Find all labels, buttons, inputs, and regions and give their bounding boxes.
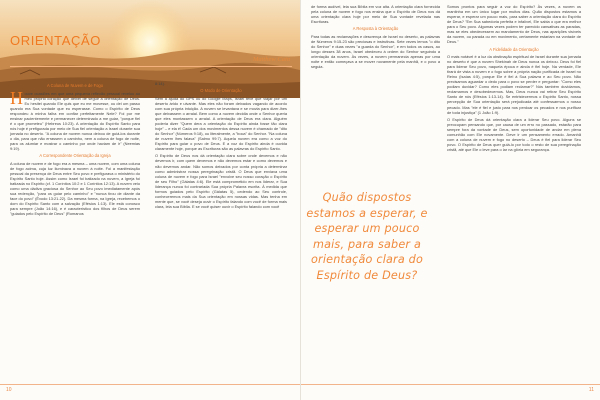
paragraph: Somos prontos para seguir a voz do Espírito? Às vezes, a nuvem os mantinha em um único lugar por muitos dias. Quão dispostos estamos a esperar, e esperar um pouco mais, para saber a orientação clara do Espírito de Deus? "Em Sua sabedoria perfeita e infalível, Ele sabia o que era melhor para o Seu povo. Algumas vezes podem ter parecido cansativas as paradas, mas se eles obedecessem ao mandamento de Deus, nas aparições visíveis da nuvem, ou parada ou em movimento, certamente estariam na vontade de Deus." bbox=[447, 4, 581, 45]
article-author: Matthew Cain bbox=[252, 56, 290, 63]
right-page bbox=[300, 0, 600, 400]
paragraph bbox=[10, 87, 140, 152]
page-number: 10 bbox=[6, 387, 12, 393]
title-rule bbox=[10, 66, 292, 67]
section-heading-cloud-fire: A Coluna de Nuvem e de Fogo bbox=[47, 83, 103, 88]
paragraph: O Espírito de Deus nos dá orientação clara sobre onde devemos e não devemos ir, com quem devemos e não devemos estar e como devemos e não devemos andar. Não somos deixados por conta própria a determinar como administrar nossa peregrinação cristã. O Deus que enviava uma coluna de nuvem e fogo para Israel "envolve seu nosso coração o Espírito de seu Filho" (Gálatas 4:6). Ele está comprometido em nos liderar, e Sua liderança nunca foi contrariada Sua própria Palavra escrita. À medida que formos guiados pelo Espírito (Gálatas 5), cedendo ao Seu controle, conheceremos mais da Sua orientação em nossas vidas. Mas tenha em mente que, se você deseja ouvir o Espírito falando com você de forma mais clara, leia sua Bíblia. E se você quiser ouvir o Espírito falando com você bbox=[155, 153, 287, 209]
page-number: 11 bbox=[588, 387, 594, 393]
paragraph: de forma audível, leia sua Bíblia em voz alta. A orientação clara fornecida pela coluna de nuvem e fogo nos ensina que o Espírito de Deus nos dá uma orientação clara hoje por meio de Sua vontade revelada nas Escrituras. bbox=[311, 4, 440, 25]
column-3 bbox=[311, 4, 440, 71]
column-1 bbox=[10, 81, 140, 218]
section-heading-church-guidance: A Correspondente Orientação da Igreja bbox=[39, 153, 111, 159]
footer-rule bbox=[301, 384, 600, 385]
pull-quote: Quão dispostos estamos a esperar, e esperar um pouco mais, para saber a orientação clara do Espírito de Deus? bbox=[306, 191, 428, 282]
column-2 bbox=[155, 81, 287, 211]
section-heading-faithfulness: A Fidelidade da Orientação bbox=[489, 46, 539, 52]
paragraph: 8:14). bbox=[155, 81, 165, 86]
paragraph: A coluna de nuvem e de fogo era a mesma – uma nuvem, com uma coluna de fogo acima, cuja luz iluminava a nuvem à noite. Foi a manifestação pessoal da presença de Deus entre Seu povo e prefigurava o ministério do Espírito Santo hoje. Assim como Israel foi batizado na nuvem, a Igreja foi batizada no Espírito (cf. 1 Coríntios 10:2 e 1 Coríntios 12:13). A nuvem veio como uma dádiva graciosa do Senhor ao Seu povo imediatamente após sua redenção, "para os guiar pelo caminho" e "nunca tirou de diante da face do povo" (Êxodo 13:21-22). Da mesma forma, na Igreja, recebemos o dom do Espírito Santo com a salvação (Efésios 1:13). Ele está conosco para sempre (João 14:16), e é característico dos filhos de Deus serem "guiados pelo Espírito de Deus" (Romanos bbox=[10, 160, 140, 217]
column-4 bbox=[447, 4, 581, 154]
footer-rule bbox=[0, 384, 300, 385]
paragraph: Para todas as reclamações e descrença de Israel no deserto, as palavras de Números 9:15-23 são preciosas e instrutivas. Sete vezes lemos "o dito do Senhor" e duas vezes "a guarda do Senhor", e em todos os casos, ao longo desses 38 anos, Israel obedeceu à ordem do Senhor seguindo a orientação da nuvem. Às vezes, a nuvem permanecia apenas por uma noite e então começava a se mover novamente pela manhã, e o povo a seguia. bbox=[311, 33, 440, 70]
paragraph-text: ouve ocasiões em que uma pequena reflexão pessoal revelou ao meu próprio coração que deixei de seguir a orientação de Deus. Eu hesitei quando Ele quis que eu me movesse, ou dei um passo quando era Sua vontade que eu esperasse. Como o Espírito de Deus respondeu à minha falha em confiar perfeitamente Nele? Foi por me ensinar pacientemente e permanecer determinado a me guiar, "porque fiel é o que prometeu" (Hebreus 10:23). A orientação do Espírito Santo para nós hoje é prefigurada por meio de Sua fiel orientação a Israel durante sua jornada no deserto. "A coluna de nuvem nunca deixou de guiá-los durante o dia, para que não errassem o caminho, nem a coluna de fogo de noite, para os alumiar e mostrar o caminho por onde haviam de ir" (Neemias 9:19). bbox=[10, 90, 140, 152]
section-heading-mode-of-guidance: O Modo de Orientação bbox=[200, 88, 242, 94]
paragraph: O mais notável é a luz da obstinação espiritual de Israel durante sua jornada no deserto é que a nuvem Shekinah de Deus nunca os deixou. Deus foi fiel para liderar Seu povo, naquela época e ainda é fiel hoje. Na verdade, Ele tirará de vista a nuvem e o fogo sobre a própria nação purificada de Israel no Reino (Isaías 4:5), porque Ele é fiel à Sua palavra e ao Seu povo. Não precisamos aguardar o dedo para o povo se perder e perguntar: "Como eles podiam duvidar? Como eles podiam reclamar?" Nós também duvidamos, reclamamos e desobedecemos. Mas, Deus nunca vai retirar Seu Espírito Santo de nós (Efésios 1:13-14). Se entristecermos o Espírito Santo, nossa percepção de Sua orientação será prejudicada até confessarmos o nosso pecado. Mas "ele é fiel e justo para nos perdoar os pecados e nos purificar de toda injustiça" (1 João 1:9). bbox=[447, 54, 581, 115]
article-title: ORIENTAÇÃO bbox=[10, 33, 101, 48]
paragraph: Sem a ajuda do GPS ou do Google Maps, Israel teve que viajar por um deserto árido e uivante. Mas eles não foram deixados vagando de acordo com sua própria intuição. A nuvem se levantava e se movia para dizer-lhes que deixassem o arraial. Bem como a nuvem decidia onde o Senhor queria que eles montassem o arraial. A orientação de Deus era clara. Alguém poderia dizer "Quem dera a orientação do Espírito ainda fosse tão clara hoje" – e ela é! Cada um dos movimentos dessa nuvem é chamado de "dito do Senhor" (Números 9:18), ou literalmente, a "boca" do Senhor. "Na coluna de nuvem lhes falava" (Salmo 99:7). Aquela nuvem era como a voz do Espírito para guiar o povo de Deus. E a voz do Espírito ainda é ouvida claramente hoje, porque as Escrituras são as palavras do Espírito Santo. bbox=[155, 95, 287, 152]
paragraph: O Espírito de Deus dá orientação clara a liderar Seu povo. Alguns se preocupam pensando que, por causa de um erro no passado, estarão para sempre fora da vontade de Deus, sem oportunidade de andar em plena comunhão com Ele novamente. Deve ir um pensamento errado. Amanhã com a coluna de nuvem e fogo no deserto – Deus é fiel para liderar Seu povo. O Espírito de Deus quer guiá-lo por todo o resto de sua peregrinação cristã, até que Ele o leve para o lar na glória em segurança. bbox=[447, 116, 581, 153]
drop-cap: H bbox=[10, 87, 23, 108]
section-heading-response: A Resposta à Orientação bbox=[352, 26, 399, 32]
